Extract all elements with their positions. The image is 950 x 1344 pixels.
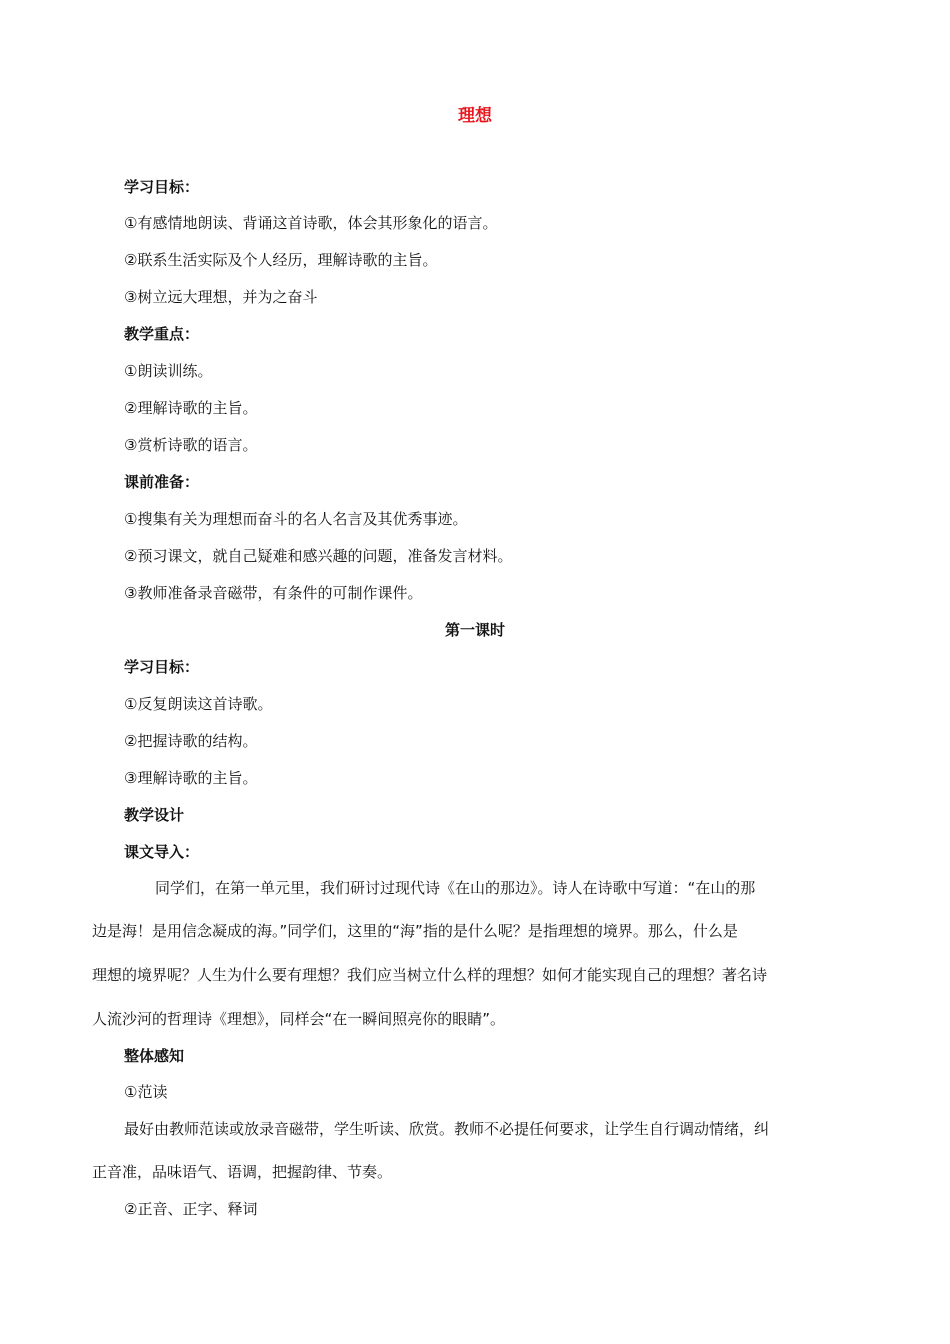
reading-paragraph-line: 正音准，品味语气、语调，把握韵律、节奏。 [92,1163,393,1181]
prep-item: ③教师准备录音磁带，有条件的可制作课件。 [124,584,423,602]
reading-heading: ①范读 [124,1083,168,1101]
goal-item: ②联系生活实际及个人经历，理解诗歌的主旨。 [124,251,438,269]
goal-item: ①有感情地朗读、背诵这首诗歌，体会其形象化的语言。 [124,214,498,232]
lesson-heading: 第一课时 [444,621,505,639]
focus-item: ③赏析诗歌的语言。 [124,436,258,454]
prep-item: ②预习课文，就自己疑难和感兴趣的问题，准备发言材料。 [124,547,513,565]
focus-heading: 教学重点： [124,325,200,343]
focus-item: ①朗读训练。 [124,362,213,380]
intro-paragraph-line: 边是海！是用信念凝成的海。”同学们，这里的“海”指的是什么呢？是指理想的境界。那么，什么是 [92,922,738,940]
words-heading: ②正音、正字、释词 [124,1200,258,1218]
goals-heading: 学习目标： [124,178,200,196]
prep-item: ①搜集有关为理想而奋斗的名人名言及其优秀事迹。 [124,510,468,528]
intro-paragraph-line: 同学们，在第一单元里，我们研讨过现代诗《在山的那边》。诗人在诗歌中写道：“在山的那 [155,879,756,897]
lesson-goal-item: ①反复朗读这首诗歌。 [124,695,273,713]
intro-paragraph-line: 理想的境界呢？人生为什么要有理想？我们应当树立什么样的理想？如何才能实现自己的理想？著名诗 [92,966,768,984]
intro-heading: 课文导入： [124,843,200,861]
focus-item: ②理解诗歌的主旨。 [124,399,258,417]
document-title: 理想 [458,106,492,126]
lesson-goal-item: ②把握诗歌的结构。 [124,732,258,750]
reading-paragraph-line: 最好由教师范读或放录音磁带，学生听读、欣赏。教师不必提任何要求，让学生自行调动情绪，纠 [124,1120,770,1138]
lesson-goals-heading: 学习目标： [124,658,200,676]
overall-heading: 整体感知 [124,1047,185,1065]
lesson-goal-item: ③理解诗歌的主旨。 [124,769,258,787]
design-heading: 教学设计 [124,806,185,824]
intro-paragraph-line: 人流沙河的哲理诗《理想》，同样会“在一瞬间照亮你的眼睛”。 [92,1010,506,1028]
prep-heading: 课前准备： [124,473,200,491]
goal-item: ③树立远大理想，并为之奋斗 [124,288,318,306]
